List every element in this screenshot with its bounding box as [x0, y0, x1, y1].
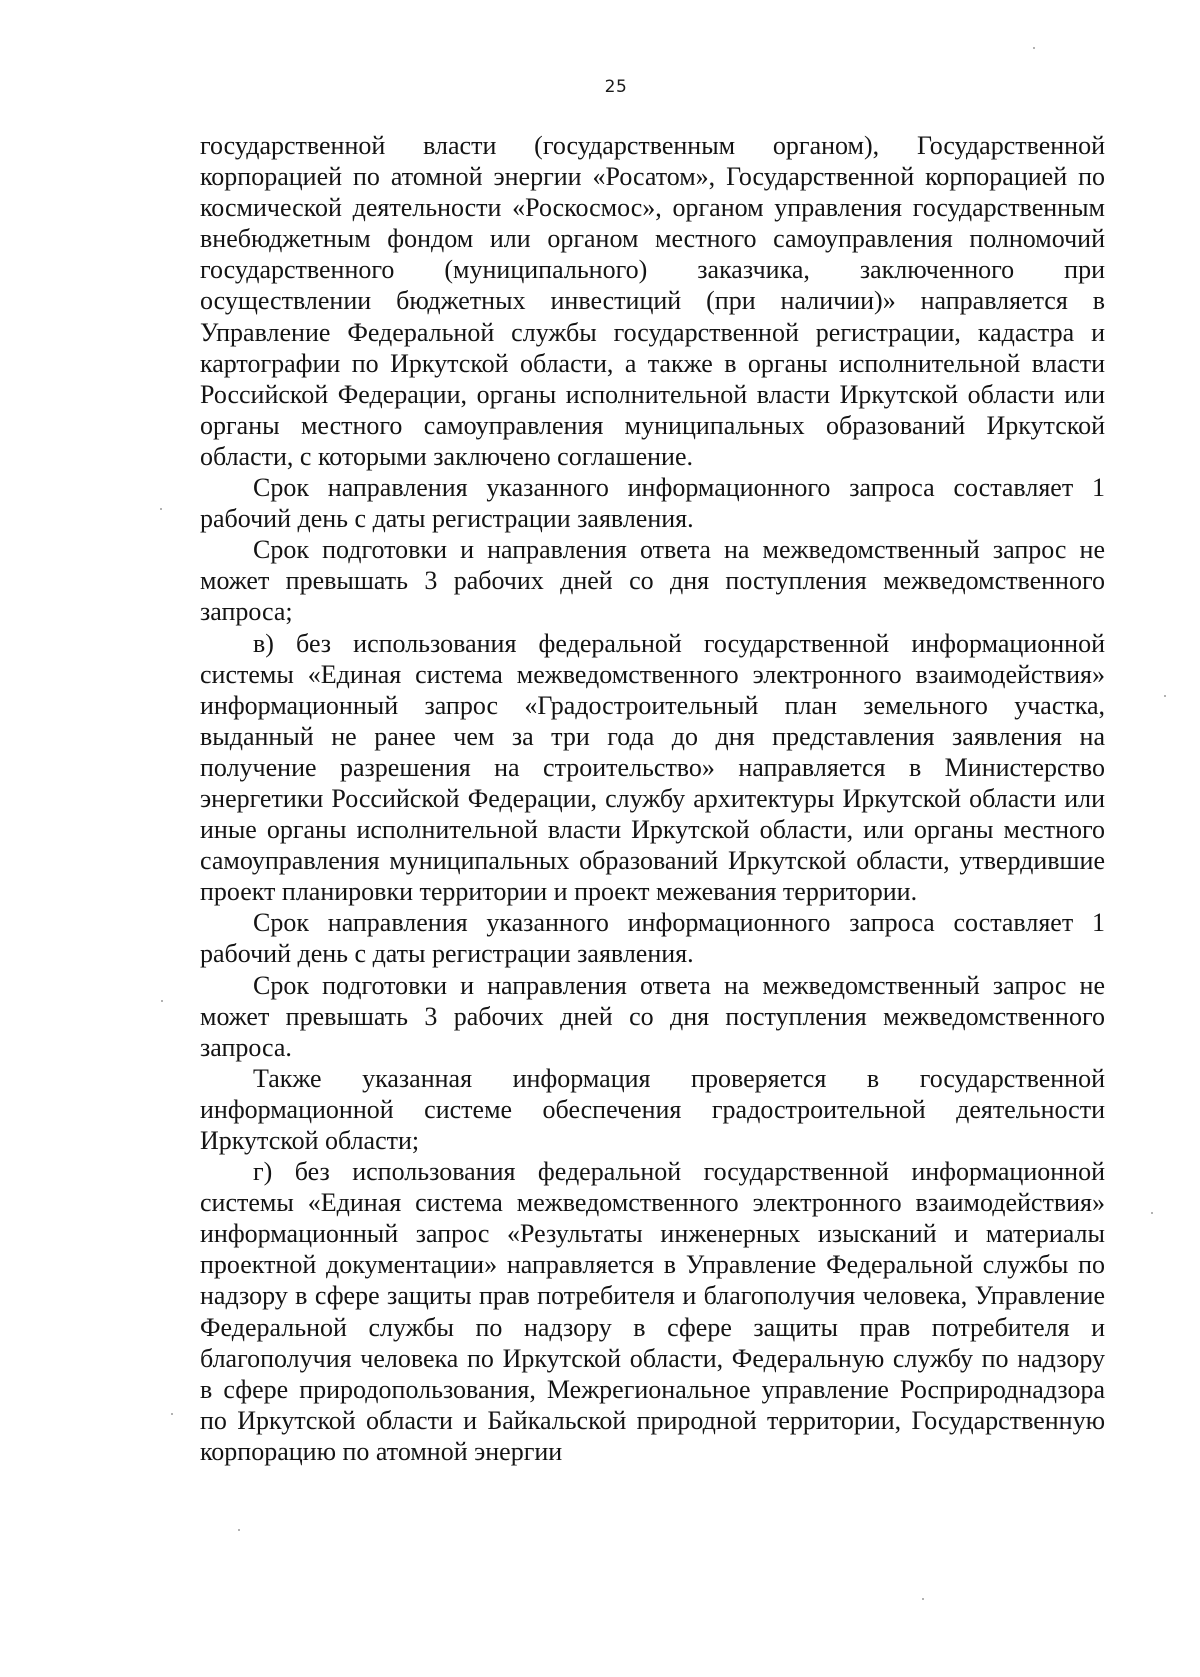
page-number: 25 [604, 77, 628, 97]
paragraph-response-term-1: Срок подготовки и направления ответа на межведомственный запрос не может превышать 3 рабочих дней со дня поступления межведомственного запроса; [200, 535, 1105, 627]
scan-speck [238, 1529, 240, 1531]
paragraph-item-g: г) без использования федеральной государственной информационной системы «Единая система межведомственного электронного взаимодействия» информационный запрос «Результаты инженерных изысканий и материалы проектной документации» направляется в Управление Федеральной службы по надзору в сфере защиты прав потребителя и благополучия человека, Управление Федеральной службы по надзору в сфере защиты прав потребителя и благополучия человека по Иркутской области, Федеральную службу по надзору в сфере природопользования, Межрегиональное управление Росприроднадзора по Иркутской области и Байкальской природной территории, Государственную корпорацию по атомной энергии [200, 1157, 1105, 1466]
scan-speck [1033, 47, 1035, 49]
paragraph-item-v: в) без использования федеральной государственной информационной системы «Единая система межведомственного электронного взаимодействия» информационный запрос «Градостроительный план земельного участка, выданный не ранее чем за три года до дня представления заявления на получение разрешения на строительство» направляется в Министерство энергетики Российской Федерации, службу архитектуры Иркутской области или иные органы исполнительной власти Иркутской области, или органы местного самоуправления муниципальных образований Иркутской области, утвердившие проект планировки территории и проект межевания территории. [200, 628, 1105, 907]
scan-speck [171, 1413, 173, 1415]
paragraph-request-term-1: Срок направления указанного информационного запроса составляет 1 рабочий день с даты регистрации заявления. [200, 473, 1105, 534]
document-body [200, 130, 1105, 1467]
scan-speck [1164, 695, 1166, 697]
paragraph-isogd-check: Также указанная информация проверяется в государственной информационной системе обеспечения градостроительной деятельности Иркутской области; [200, 1063, 1105, 1155]
paragraph-request-term-2: Срок направления указанного информационного запроса составляет 1 рабочий день с даты регистрации заявления. [200, 908, 1105, 969]
paragraph-response-term-2: Срок подготовки и направления ответа на межведомственный запрос не может превышать 3 рабочих дней со дня поступления межведомственного запроса. [200, 970, 1105, 1062]
scan-speck [161, 1000, 163, 1002]
scan-speck [922, 1598, 924, 1600]
scan-speck [160, 508, 162, 510]
paragraph-authorities-list: государственной власти (государственным органом), Государственной корпорацией по атомной энергии «Росатом», Государственной корпорацией по космической деятельности «Роскосмос», органом управления государственным внебюджетным фондом или органом местного самоуправления полномочий государственного (муниципального) заказчика, заключенного при осуществлении бюджетных инвестиций (при наличии)» направляется в Управление Федеральной службы государственной регистрации, кадастра и картографии по Иркутской области, а также в органы исполнительной власти Российской Федерации, органы исполнительной власти Иркутской области или органы местного самоуправления муниципальных образований Иркутской области, с которыми заключено соглашение. [200, 131, 1105, 471]
scan-speck [1151, 1212, 1153, 1214]
